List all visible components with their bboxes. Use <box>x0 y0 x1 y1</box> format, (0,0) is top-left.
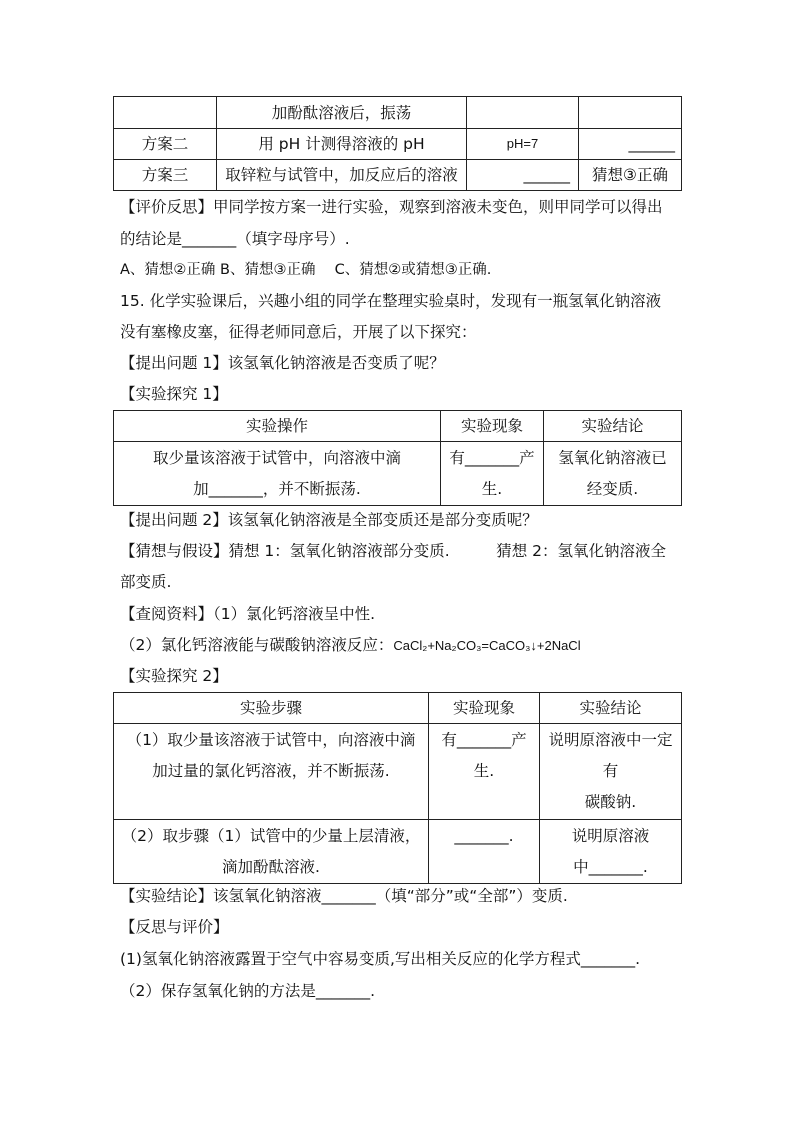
guess-line-2: 部变质. <box>120 573 172 591</box>
phenomenon-cell: pH=7 <box>467 129 579 160</box>
cell-text: 加过量的氯化钙溶液，并不断振荡. <box>152 762 390 780</box>
cell-text: 生. <box>481 479 503 498</box>
table-header-row <box>114 693 682 724</box>
cell-text: 经变质. <box>586 479 639 498</box>
cell-text: 说明原溶液中一定 <box>548 731 673 749</box>
table-row <box>114 97 682 129</box>
conclusion-cell <box>579 97 682 129</box>
evaluation-title: 【反思与评价】 <box>120 918 229 936</box>
header-phenomenon: 实验现象 <box>441 411 544 442</box>
info-line-1: 【查阅资料】（1）氯化钙溶液呈中性. <box>120 605 376 623</box>
evaluation-1: (1)氢氧化钠溶液露置于空气中容易变质,写出相关反应的化学方程式_______. <box>120 950 641 968</box>
cell-text: 有_______产 <box>449 448 535 467</box>
phenomenon-cell <box>467 97 579 129</box>
table-header-row <box>114 411 682 442</box>
cell-text: 生. <box>473 762 495 780</box>
header-operation: 实验操作 <box>114 411 441 442</box>
experiment-conclusion: 【实验结论】该氢氧化钠溶液_______（填“部分”或“全部”）变质. <box>120 887 568 905</box>
question-15-line-2: 没有塞橡皮塞，征得老师同意后，开展了以下探究： <box>120 323 477 341</box>
reflection-line-1: 【评价反思】甲同学按方案一进行实验，观察到溶液未变色，则甲同学可以得出 <box>120 198 663 216</box>
reaction-equation: CaCl₂+Na₂CO₃=CaCO₃↓+2NaCl <box>393 638 581 653</box>
reflection-line-2: 的结论是_______（填字母序号）. <box>120 230 350 248</box>
table-row <box>114 724 682 820</box>
guess-line-1: 【猜想与假设】猜想 1：氢氧化钠溶液部分变质. 猜想 2：氢氧化钠溶液全 <box>120 542 667 560</box>
cell-text: 取少量该溶液于试管中，向溶液中滴 <box>152 448 401 467</box>
cell-text: 加_______，并不断振荡. <box>193 479 361 498</box>
experiment-table-1 <box>113 410 682 506</box>
phenomenon-cell: _______. <box>429 820 540 884</box>
top-table <box>113 96 682 191</box>
table-row <box>114 820 682 884</box>
phenomenon-cell <box>441 442 544 506</box>
header-phenomenon: 实验现象 <box>429 693 540 724</box>
phenomenon-cell <box>429 724 540 820</box>
info-line-2-text: （2）氯化钙溶液能与碳酸钠溶液反应： <box>120 636 394 654</box>
question-2: 【提出问题 2】该氢氧化钠溶液是全部变质还是部分变质呢？ <box>120 511 538 529</box>
header-step: 实验步骤 <box>114 693 429 724</box>
header-conclusion: 实验结论 <box>540 693 682 724</box>
question-1: 【提出问题 1】该氢氧化钠溶液是否变质了呢？ <box>120 354 445 372</box>
table-row <box>114 442 682 506</box>
conclusion-cell: ______ <box>579 129 682 160</box>
header-conclusion: 实验结论 <box>544 411 682 442</box>
conclusion-cell <box>540 820 682 884</box>
question-15-line-1: 15. 化学实验课后，兴趣小组的同学在整理实验桌时，发现有一瓶氢氧化钠溶液 <box>120 292 662 310</box>
conclusion-cell <box>544 442 682 506</box>
cell-text: 氢氧化钠溶液已 <box>558 448 667 467</box>
cell-text: 滴加酚酞溶液. <box>222 857 320 876</box>
procedure-cell: 加酚酞溶液后，振荡 <box>217 97 467 129</box>
method-cell: 方案二 <box>114 129 217 160</box>
cell-text: 碳酸钠. <box>584 793 637 811</box>
explore-1-title: 【实验探究 1】 <box>120 385 228 403</box>
table-row <box>114 129 682 160</box>
evaluation-2: （2）保存氢氧化钠的方法是_______. <box>120 982 376 1000</box>
cell-text: 有_______产 <box>441 731 527 749</box>
step-cell <box>114 820 429 884</box>
cell-text: 中_______. <box>573 857 648 876</box>
conclusion-cell: 猜想③正确 <box>579 160 682 191</box>
reflection-options: A、猜想②正确 B、猜想③正确 C、猜想②或猜想③正确. <box>120 262 492 278</box>
table-row <box>114 160 682 191</box>
info-line-2 <box>120 634 581 657</box>
cell-text: （2）取步骤（1）试管中的少量上层清液， <box>121 826 421 845</box>
cell-text: 有 <box>602 762 619 780</box>
method-cell <box>114 97 217 129</box>
cell-text: 说明原溶液 <box>571 826 650 845</box>
experiment-table-2 <box>113 692 682 884</box>
cell-text: （1）取少量该溶液于试管中，向溶液中滴 <box>126 731 416 749</box>
method-cell: 方案三 <box>114 160 217 191</box>
conclusion-cell <box>540 724 682 820</box>
procedure-cell: 取锌粒与试管中，加反应后的溶液 <box>217 160 467 191</box>
phenomenon-cell: ______ <box>467 160 579 191</box>
explore-2-title: 【实验探究 2】 <box>120 667 228 685</box>
procedure-cell: 用 pH 计测得溶液的 pH <box>217 129 467 160</box>
step-cell <box>114 724 429 820</box>
operation-cell <box>114 442 441 506</box>
